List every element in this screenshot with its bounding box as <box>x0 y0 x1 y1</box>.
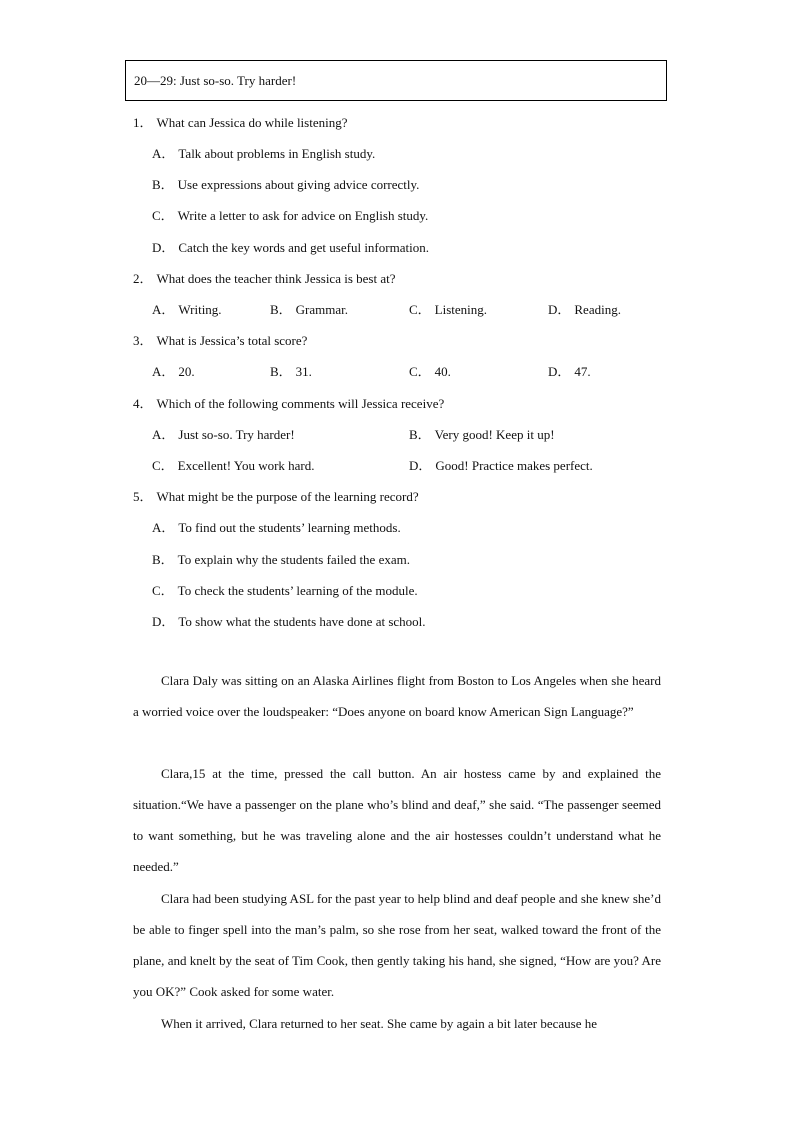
question-number: 5． <box>133 489 153 504</box>
question-number: 2． <box>133 271 153 286</box>
option-3b: B． 31. <box>270 364 312 379</box>
options-row-4a <box>152 424 672 440</box>
option-1d: D． Catch the key words and get useful information. <box>152 240 429 255</box>
option-4a: A． Just so-so. Try harder! <box>152 427 295 442</box>
question-text: What can Jessica do while listening? <box>156 115 348 130</box>
question-number: 3． <box>133 333 153 348</box>
question-number: 4． <box>133 396 153 411</box>
question-text: What does the teacher think Jessica is best at? <box>156 271 396 286</box>
option-5c: C． To check the students’ learning of the module. <box>152 583 418 598</box>
options-row-3 <box>152 361 672 377</box>
option-3a: A． 20. <box>152 364 195 379</box>
question-4 <box>133 393 444 412</box>
option-1b: B． Use expressions about giving advice correctly. <box>152 177 420 192</box>
passage-paragraph-4: When it arrived, Clara returned to her seat. She came by again a bit later because he <box>161 1016 598 1031</box>
question-1 <box>133 112 348 131</box>
question-2 <box>133 268 396 287</box>
option-2c: C． Listening. <box>409 302 488 317</box>
score-comment-box <box>125 60 667 101</box>
option-5b: B． To explain why the students failed the exam. <box>152 552 410 567</box>
option-5a: A． To find out the students’ learning methods. <box>152 520 401 535</box>
score-comment-text: 20—29: Just so-so. Try harder! <box>134 73 297 88</box>
option-4b: B． Very good! Keep it up! <box>409 427 555 442</box>
passage-paragraph-3: Clara had been studying ASL for the past year to help blind and deaf people and she knew she’d be able to finger spell into the man’s palm, so she rose from her seat, walked toward the front of the plane, and knelt by the seat of Tim Cook, then gently taking his hand, she signed, “How are you? Are you OK?” Cook asked for some water. <box>133 891 661 999</box>
question-number: 1． <box>133 115 153 130</box>
question-text: What is Jessica’s total score? <box>156 333 308 348</box>
option-3d: D． 47. <box>548 364 591 379</box>
option-4c: C． Excellent! You work hard. <box>152 458 315 473</box>
question-3 <box>133 330 307 349</box>
option-2b: B． Grammar. <box>270 302 349 317</box>
passage-paragraph-1: Clara Daly was sitting on an Alaska Airlines flight from Boston to Los Angeles when she heard a worried voice over the loudspeaker: “Does anyone on board know American Sign Language?” <box>133 673 661 719</box>
option-2a: A． Writing. <box>152 302 222 317</box>
option-1c: C． Write a letter to ask for advice on English study. <box>152 208 429 223</box>
question-5 <box>133 486 419 505</box>
option-3c: C． 40. <box>409 364 451 379</box>
passage-paragraph-2: Clara,15 at the time, pressed the call button. An air hostess came by and explained the situation.“We have a passenger on the plane who’s blind and deaf,” she said. “The passenger seemed to want something, but he was traveling alone and the air hostesses couldn’t understand what he needed.” <box>133 766 661 874</box>
option-1a: A． Talk about problems in English study. <box>152 146 376 161</box>
question-text: Which of the following comments will Jessica receive? <box>156 396 445 411</box>
option-2d: D． Reading. <box>548 302 621 317</box>
options-row-2 <box>152 299 672 315</box>
question-text: What might be the purpose of the learning record? <box>156 489 419 504</box>
options-row-4b <box>152 455 672 471</box>
option-4d: D． Good! Practice makes perfect. <box>409 458 593 473</box>
option-5d: D． To show what the students have done at school. <box>152 614 426 629</box>
